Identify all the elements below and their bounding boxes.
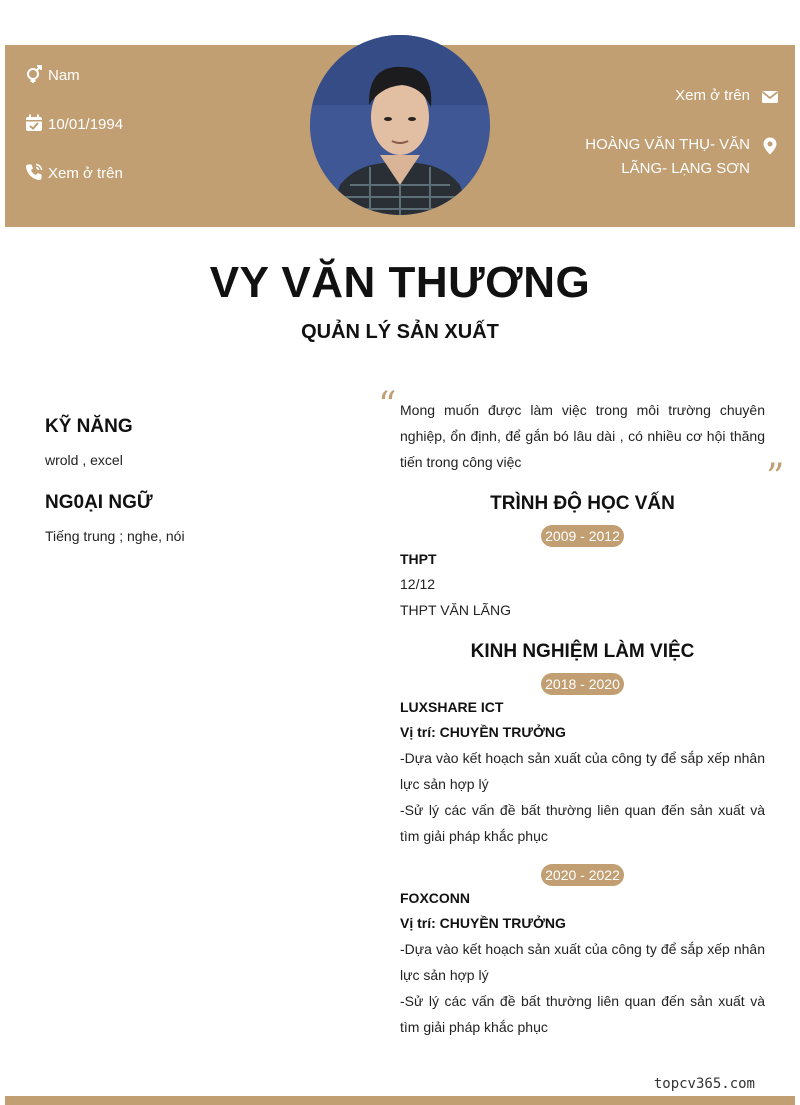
dob-value: 10/01/1994 bbox=[48, 116, 124, 133]
phone-value: Xem ở trên bbox=[48, 165, 123, 182]
gender-row bbox=[25, 64, 80, 88]
email-value: Xem ở trên bbox=[675, 87, 750, 104]
address-line-2: LÃNG- LẠNG SƠN bbox=[621, 160, 750, 177]
portrait-image bbox=[310, 35, 490, 215]
experience-duty: -Dựa vào kết hoạch sản xuất của công ty để sắp xếp nhân lực sản hợp lý bbox=[400, 941, 765, 983]
phone-icon bbox=[25, 163, 43, 181]
education-detail: THPT VĂN LÃNG bbox=[400, 602, 511, 618]
experience-role: Vị trí: CHUYỀN TRƯỞNG bbox=[400, 915, 566, 931]
experience-duty: -Sử lý các vấn đề bất thường liên quan đến sản xuất và tìm giải pháp khắc phục bbox=[400, 993, 765, 1035]
email-icon bbox=[761, 88, 779, 106]
languages-text: Tiếng trung ; nghe, nói bbox=[45, 528, 185, 544]
education-period-badge: 2009 - 2012 bbox=[541, 525, 624, 547]
address-row bbox=[585, 133, 750, 181]
profile-photo bbox=[310, 35, 490, 215]
gender-icon bbox=[25, 65, 43, 83]
phone-row bbox=[25, 162, 123, 186]
job-title: QUẢN LÝ SẢN XUẤT bbox=[301, 321, 499, 343]
experience-period-badge: 2018 - 2020 bbox=[541, 673, 624, 695]
experience-duty: -Sử lý các vấn đề bất thường liên quan đến sản xuất và tìm giải pháp khắc phục bbox=[400, 802, 765, 844]
experience-heading: KINH NGHIỆM LÀM VIỆC bbox=[470, 641, 695, 662]
email-row bbox=[675, 84, 750, 108]
address-line-1: HOÀNG VĂN THỤ- VĂN bbox=[585, 136, 750, 153]
dob-row bbox=[25, 113, 123, 137]
education-heading: TRÌNH ĐỘ HỌC VẤN bbox=[490, 493, 675, 514]
experience-role: Vị trí: CHUYỀN TRƯỞNG bbox=[400, 724, 566, 740]
experience-company: FOXCONN bbox=[400, 890, 470, 906]
candidate-name: VY VĂN THƯƠNG bbox=[209, 258, 591, 307]
education-grade: 12/12 bbox=[400, 576, 436, 592]
experience-period-badge: 2020 - 2022 bbox=[541, 864, 624, 886]
footer-bar bbox=[5, 1096, 795, 1105]
skills-text: wrold , excel bbox=[45, 452, 123, 468]
experience-duty: -Dựa vào kết hoạch sản xuất của công ty để sắp xếp nhân lực sản hợp lý bbox=[400, 750, 765, 792]
watermark: topcv365.com bbox=[653, 1076, 755, 1092]
languages-heading: NG0ẠI NGỮ bbox=[45, 492, 153, 513]
skills-heading: KỸ NĂNG bbox=[45, 416, 133, 437]
education-school: THPT bbox=[400, 551, 437, 567]
location-pin-icon bbox=[761, 137, 779, 155]
calendar-icon bbox=[25, 114, 43, 132]
experience-company: LUXSHARE ICT bbox=[400, 699, 504, 715]
career-objective: Mong muốn được làm việc trong môi trường chuyên nghiệp, ổn định, để gắn bó lâu dài , có nhiều cơ hội thăng tiến trong công việc bbox=[400, 402, 765, 470]
close-quote-icon: ” bbox=[766, 457, 785, 498]
open-quote-icon: “ bbox=[378, 385, 397, 426]
gender-value: Nam bbox=[48, 67, 80, 84]
